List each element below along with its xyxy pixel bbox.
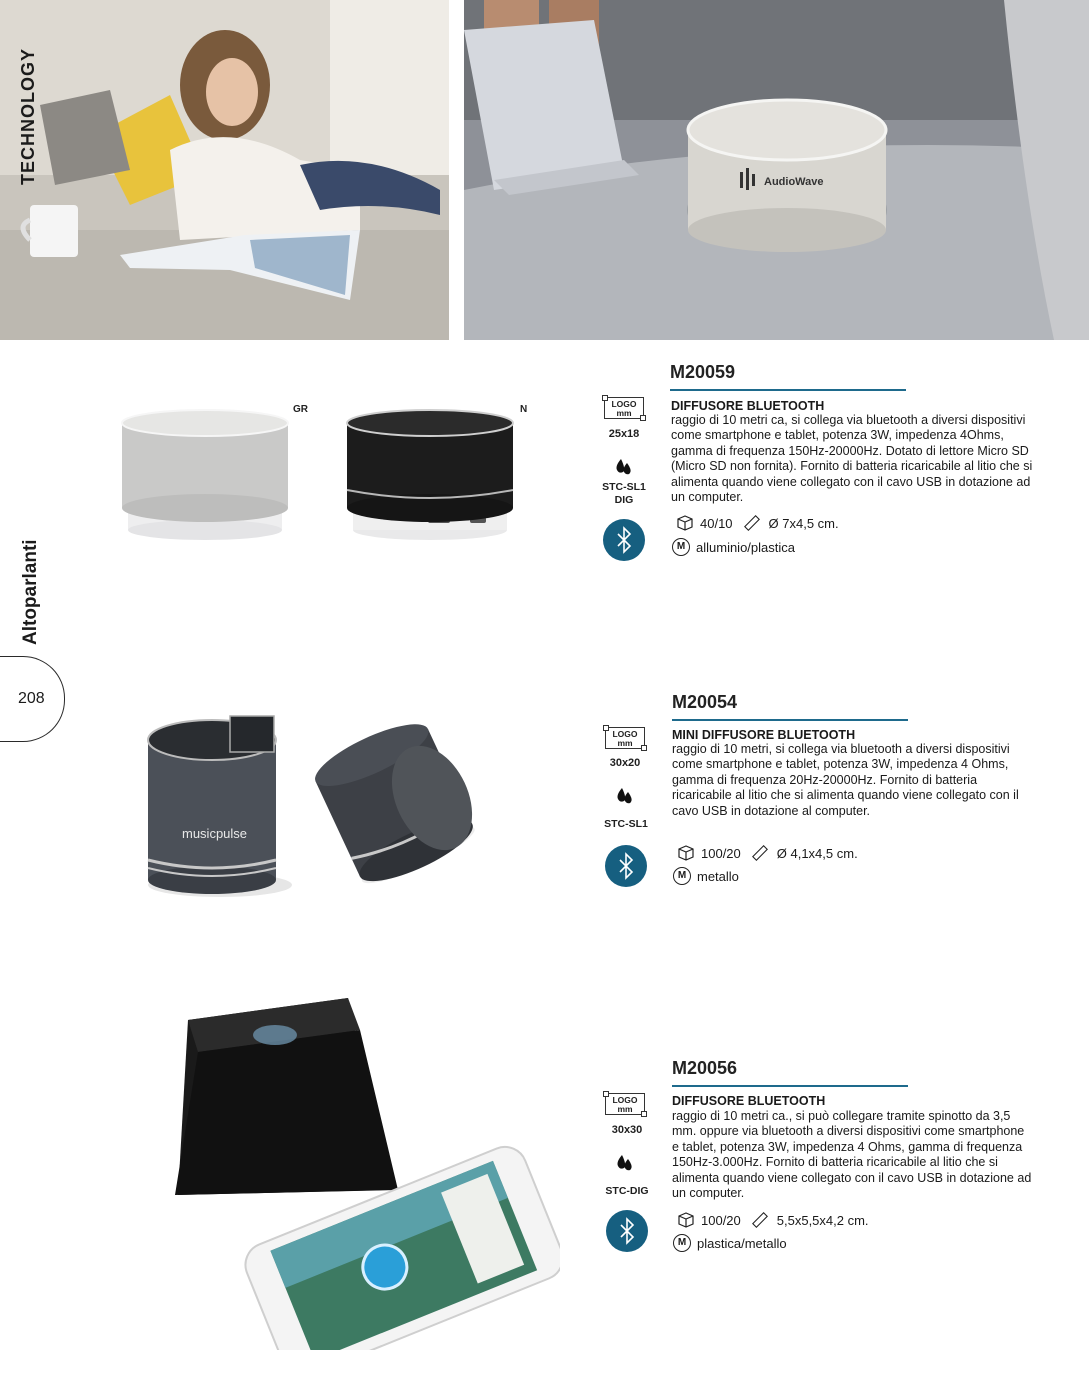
- box-icon: [676, 514, 694, 532]
- box-icon: [677, 1211, 695, 1229]
- photo-brand-text: AudioWave: [764, 176, 824, 188]
- material-icon: M: [673, 1234, 691, 1252]
- product-image-m20054: [140, 710, 480, 900]
- ink-drops-icon: [613, 455, 635, 477]
- print-technique: STC-SL1: [604, 818, 648, 830]
- product-description: raggio di 10 metri, si collega via bluetooth a diversi dispositivi come smartphone e tablet, potenza 3W, impedenza 4 Ohms, gamma di frequenza 20Hz-20000Hz. Fornito di batteria ricaricabile al litio che si alimenta quando viene collegato con il cavo USB in dotazione al computer.: [672, 742, 1019, 818]
- print-technique: STC-DIG: [605, 1185, 649, 1197]
- material-row: [673, 1234, 787, 1252]
- material-row: [672, 538, 795, 556]
- variant-tag-n: N: [520, 404, 528, 415]
- product-description: raggio di 10 metri ca., si può collegare tramite spinotto da 3,5 mm. oppure via bluetooth a diversi dispositivi come smartphone e tablet, potenza 3W, impedenza 4 Ohms, gamma di frequenza 150Hz-3.000Hz. Fornito di batteria ricaricabile al litio che si alimenta quando viene collegato con il cavo USB in dotazione ad un computer.: [672, 1109, 1032, 1201]
- print-technique: STC-SL1 DIG: [602, 481, 646, 506]
- logo-area-icon: LOGO mm: [605, 727, 645, 749]
- product-code: M20054: [672, 692, 738, 712]
- ruler-icon: [743, 514, 763, 532]
- product-title: MINI DIFFUSORE BLUETOOTH: [672, 728, 856, 742]
- bluetooth-icon: [603, 519, 645, 561]
- title-rule: [670, 389, 906, 391]
- packaging-value: 100/20: [701, 1212, 741, 1228]
- logo-size: 25x18: [608, 428, 640, 440]
- variant-tag-gr: GR: [293, 404, 308, 415]
- logo-size: 30x20: [609, 757, 641, 769]
- image-brand-text: musicpulse: [182, 826, 248, 841]
- product-description: raggio di 10 metri ca, si collega via bluetooth a diversi dispositivi come smartphone e tablet, potenza 3W, impedenza 4Ohms, gamma di frequenza 150Hz-20000Hz. Dotato di lettore Micro SD (Micro SD non fornita). Fornito di batteria ricaricabile al litio che si alimenta quando viene collegato con il cavo USB in dotazione ad un computer.: [671, 413, 1033, 505]
- spec-row: [677, 844, 858, 862]
- box-icon: [677, 844, 695, 862]
- product-title: DIFFUSORE BLUETOOTH: [672, 1094, 826, 1108]
- packaging-value: 100/20: [701, 845, 741, 861]
- spec-row: [676, 514, 839, 532]
- title-rule: [672, 719, 908, 721]
- product-image-m20059: [110, 405, 560, 555]
- logo-area-icon: LOGO mm: [604, 397, 644, 419]
- lifestyle-photo-illustration: [0, 0, 449, 340]
- ink-drops-icon: [614, 784, 636, 806]
- ink-drops-icon: [614, 1151, 636, 1173]
- speaker-scene-illustration: [464, 0, 1089, 340]
- logo-size: 30x30: [611, 1124, 643, 1136]
- dimensions-value: 5,5x5,5x4,2 cm.: [776, 1212, 869, 1228]
- packaging-value: 40/10: [700, 515, 733, 531]
- page-number: 208: [18, 690, 45, 707]
- logo-area-icon: LOGO mm: [605, 1093, 645, 1115]
- bluetooth-icon: [606, 1210, 648, 1252]
- lifestyle-photo-woman-reading: [0, 0, 449, 340]
- dimensions-value: Ø 4,1x4,5 cm.: [776, 845, 858, 861]
- spec-row: [677, 1211, 869, 1229]
- product-image-m20056: [160, 990, 560, 1350]
- product-code: M20059: [670, 362, 736, 382]
- product-code: M20056: [672, 1058, 738, 1078]
- section-label: TECHNOLOGY: [18, 47, 38, 185]
- bluetooth-icon: [605, 845, 647, 887]
- material-value: metallo: [697, 868, 739, 884]
- product-title: DIFFUSORE BLUETOOTH: [671, 399, 825, 413]
- lifestyle-photo-speaker-on-sofa: [464, 0, 1089, 340]
- dimensions-value: Ø 7x4,5 cm.: [768, 515, 839, 531]
- material-row: [673, 867, 739, 885]
- material-value: plastica/metallo: [697, 1235, 787, 1251]
- material-icon: M: [672, 538, 690, 556]
- material-icon: M: [673, 867, 691, 885]
- ruler-icon: [751, 1211, 771, 1229]
- material-value: alluminio/plastica: [696, 539, 795, 555]
- title-rule: [672, 1085, 908, 1087]
- category-label: Altoparlanti: [20, 539, 41, 645]
- ruler-icon: [751, 844, 771, 862]
